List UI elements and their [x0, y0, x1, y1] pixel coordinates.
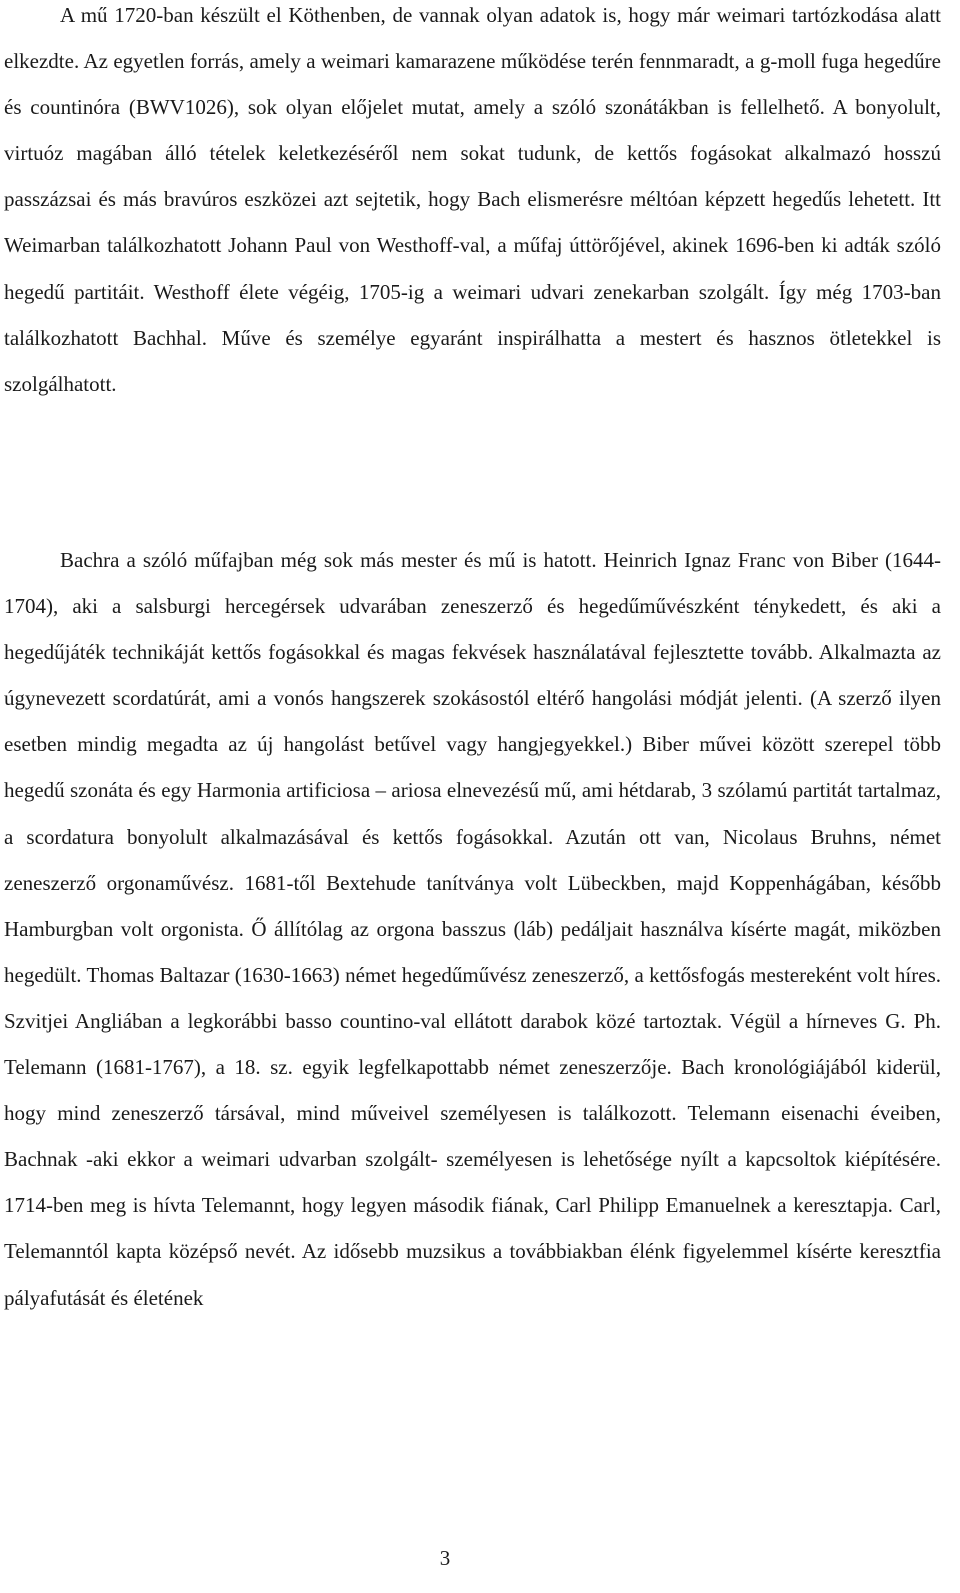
paragraph-1: A mű 1720-ban készült el Köthenben, de vannak olyan adatok is, hogy már weimari tartózkodása alatt elkezdte. Az egyetlen forrás, amely a weimari kamarazene működése terén fennmaradt, a g-moll fuga hegedűre és countinóra (BWV1026), sok olyan előjelet mutat, amely a szóló szonátákban is fellelhető. A bonyolult, virtuóz magában álló tételek keletkezéséről nem sokat tudunk, de kettős fogásokat alkalmazó hosszú passzázsai és más bravúros eszközei azt sejtetik, hogy Bach elismerésre méltóan képzett hegedűs lehetett. Itt Weimarban találkozhatott Johann Paul von Westhoff-val, a műfaj úttörőjével, akinek 1696-ben ki adták szóló hegedű partitáit. Westhoff élete végéig, 1705-ig a weimari udvari zenekarban szolgált. Így még 1703-ban találkozhatott Bachhal. Műve és személye egyaránt inspirálhatta a mestert és hasznos ötletekkel is szolgálhatott.	[4, 3, 941, 396]
document-page	[4, 0, 941, 1593]
paragraph-2: Bachra a szóló műfajban még sok más mester és mű is hatott. Heinrich Ignaz Franc von Biber (1644-1704), aki a salsburgi hercegérsek udvarában zeneszerző és hegedűművészként ténykedett, és aki a hegedűjáték technikáját kettős fogásokkal és magas fekvések használatával fejlesztette tovább. Alkalmazta az úgynevezett scordatúrát, ami a vonós hangszerek szokásostól eltérő hangolási módját jelenti. (A szerző ilyen esetben mindig megadta az új hangolást betűvel vagy hangjegyekkel.) Biber művei között szerepel több hegedű szonáta és egy Harmonia artificiosa – ariosa elnevezésű mű, ami hétdarab, 3 szólamú partitát tartalmaz, a scordatura bonyolult alkalmazásával és kettős fogásokkal. Azután ott van, Nicolaus Bruhns, német zeneszerző orgonaművész. 1681-től Bextehude tanítványa volt Lübeckben, majd Koppenhágában, később Hamburgban volt orgonista. Ő állítólag az orgona basszus (láb) pedáljait használva kísérte magát, miközben hegedült. Thomas Baltazar (1630-1663) német hegedűművész zeneszerző, a kettősfogás mestereként volt híres. Szvitjei Angliában a legkorábbi basso countino-val ellátott darabok közé tartoztak. Végül a hírneves G. Ph. Telemann (1681-1767), a 18. sz. egyik legfelkapottabb német zeneszerzője. Bach kronológiájából kiderül, hogy mind zeneszerző társával, mind műveivel személyesen is találkozott. Telemann eisenachi éveiben, Bachnak -aki ekkor a weimari udvarban szolgált- személyesen is lehetősége nyílt a kapcsoltok kiépítésére. 1714-ben meg is hívta Telemannt, hogy legyen második fiának, Carl Philipp Emanuelnek a keresztapja. Carl, Telemanntól kapta középső nevét. Az idősebb muzsikus a továbbiakban élénk figyelemmel kísérte keresztfia pályafutását és életének	[4, 548, 941, 1310]
page-number: 3	[439, 1546, 451, 1570]
